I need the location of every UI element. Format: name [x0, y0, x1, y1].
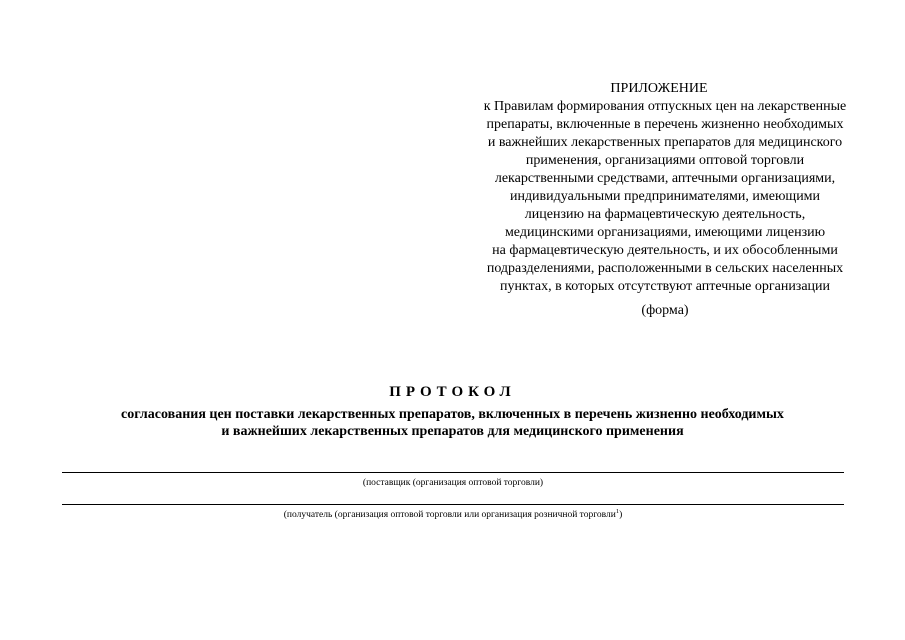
footnote-mark: 1 [615, 507, 620, 515]
appendix-line: пунктах, в которых отсутствуют аптечные организации [499, 279, 831, 294]
recipient-caption [62, 509, 844, 521]
appendix-line: препараты, включенные в перечень жизненно необходимых [486, 117, 844, 132]
appendix-line: лекарственными средствами, аптечными организациями, [494, 171, 836, 186]
supplier-fill-line[interactable] [62, 472, 844, 473]
appendix-line: лицензию на фармацевтическую деятельность, [524, 207, 806, 222]
appendix-heading: ПРИЛОЖЕНИЕ [610, 81, 708, 96]
form-label: (форма) [641, 303, 689, 318]
protocol-subtitle-line: и важнейших лекарственных препаратов для медицинского применения [221, 424, 684, 439]
recipient-caption-close: ) [619, 510, 623, 520]
appendix-line: медицинскими организациями, имеющими лицензию [504, 225, 826, 240]
appendix-line: и важнейших лекарственных препаратов для медицинского [487, 135, 843, 150]
appendix-block [455, 80, 875, 296]
protocol-subtitle-line: согласования цен поставки лекарственных препаратов, включенных в перечень жизненно необходимых [121, 407, 784, 422]
supplier-caption: (поставщик (организация оптовой торговли) [362, 478, 544, 488]
protocol-subtitle [0, 406, 905, 440]
appendix-line: к Правилам формирования отпускных цен на лекарственные [483, 99, 847, 114]
appendix-line: индивидуальными предпринимателями, имеющими [509, 189, 821, 204]
protocol-title: ПРОТОКОЛ [389, 384, 516, 400]
appendix-line: на фармацевтическую деятельность, и их обособленными [492, 243, 838, 258]
recipient-caption-text: (получатель (организация оптовой торговли или организация розничной торговли [283, 510, 616, 520]
appendix-line: подразделениями, расположенными в сельских населенных [486, 261, 844, 276]
recipient-fill-line[interactable] [62, 504, 844, 505]
appendix-line: применения, организациями оптовой торговли [525, 153, 805, 168]
